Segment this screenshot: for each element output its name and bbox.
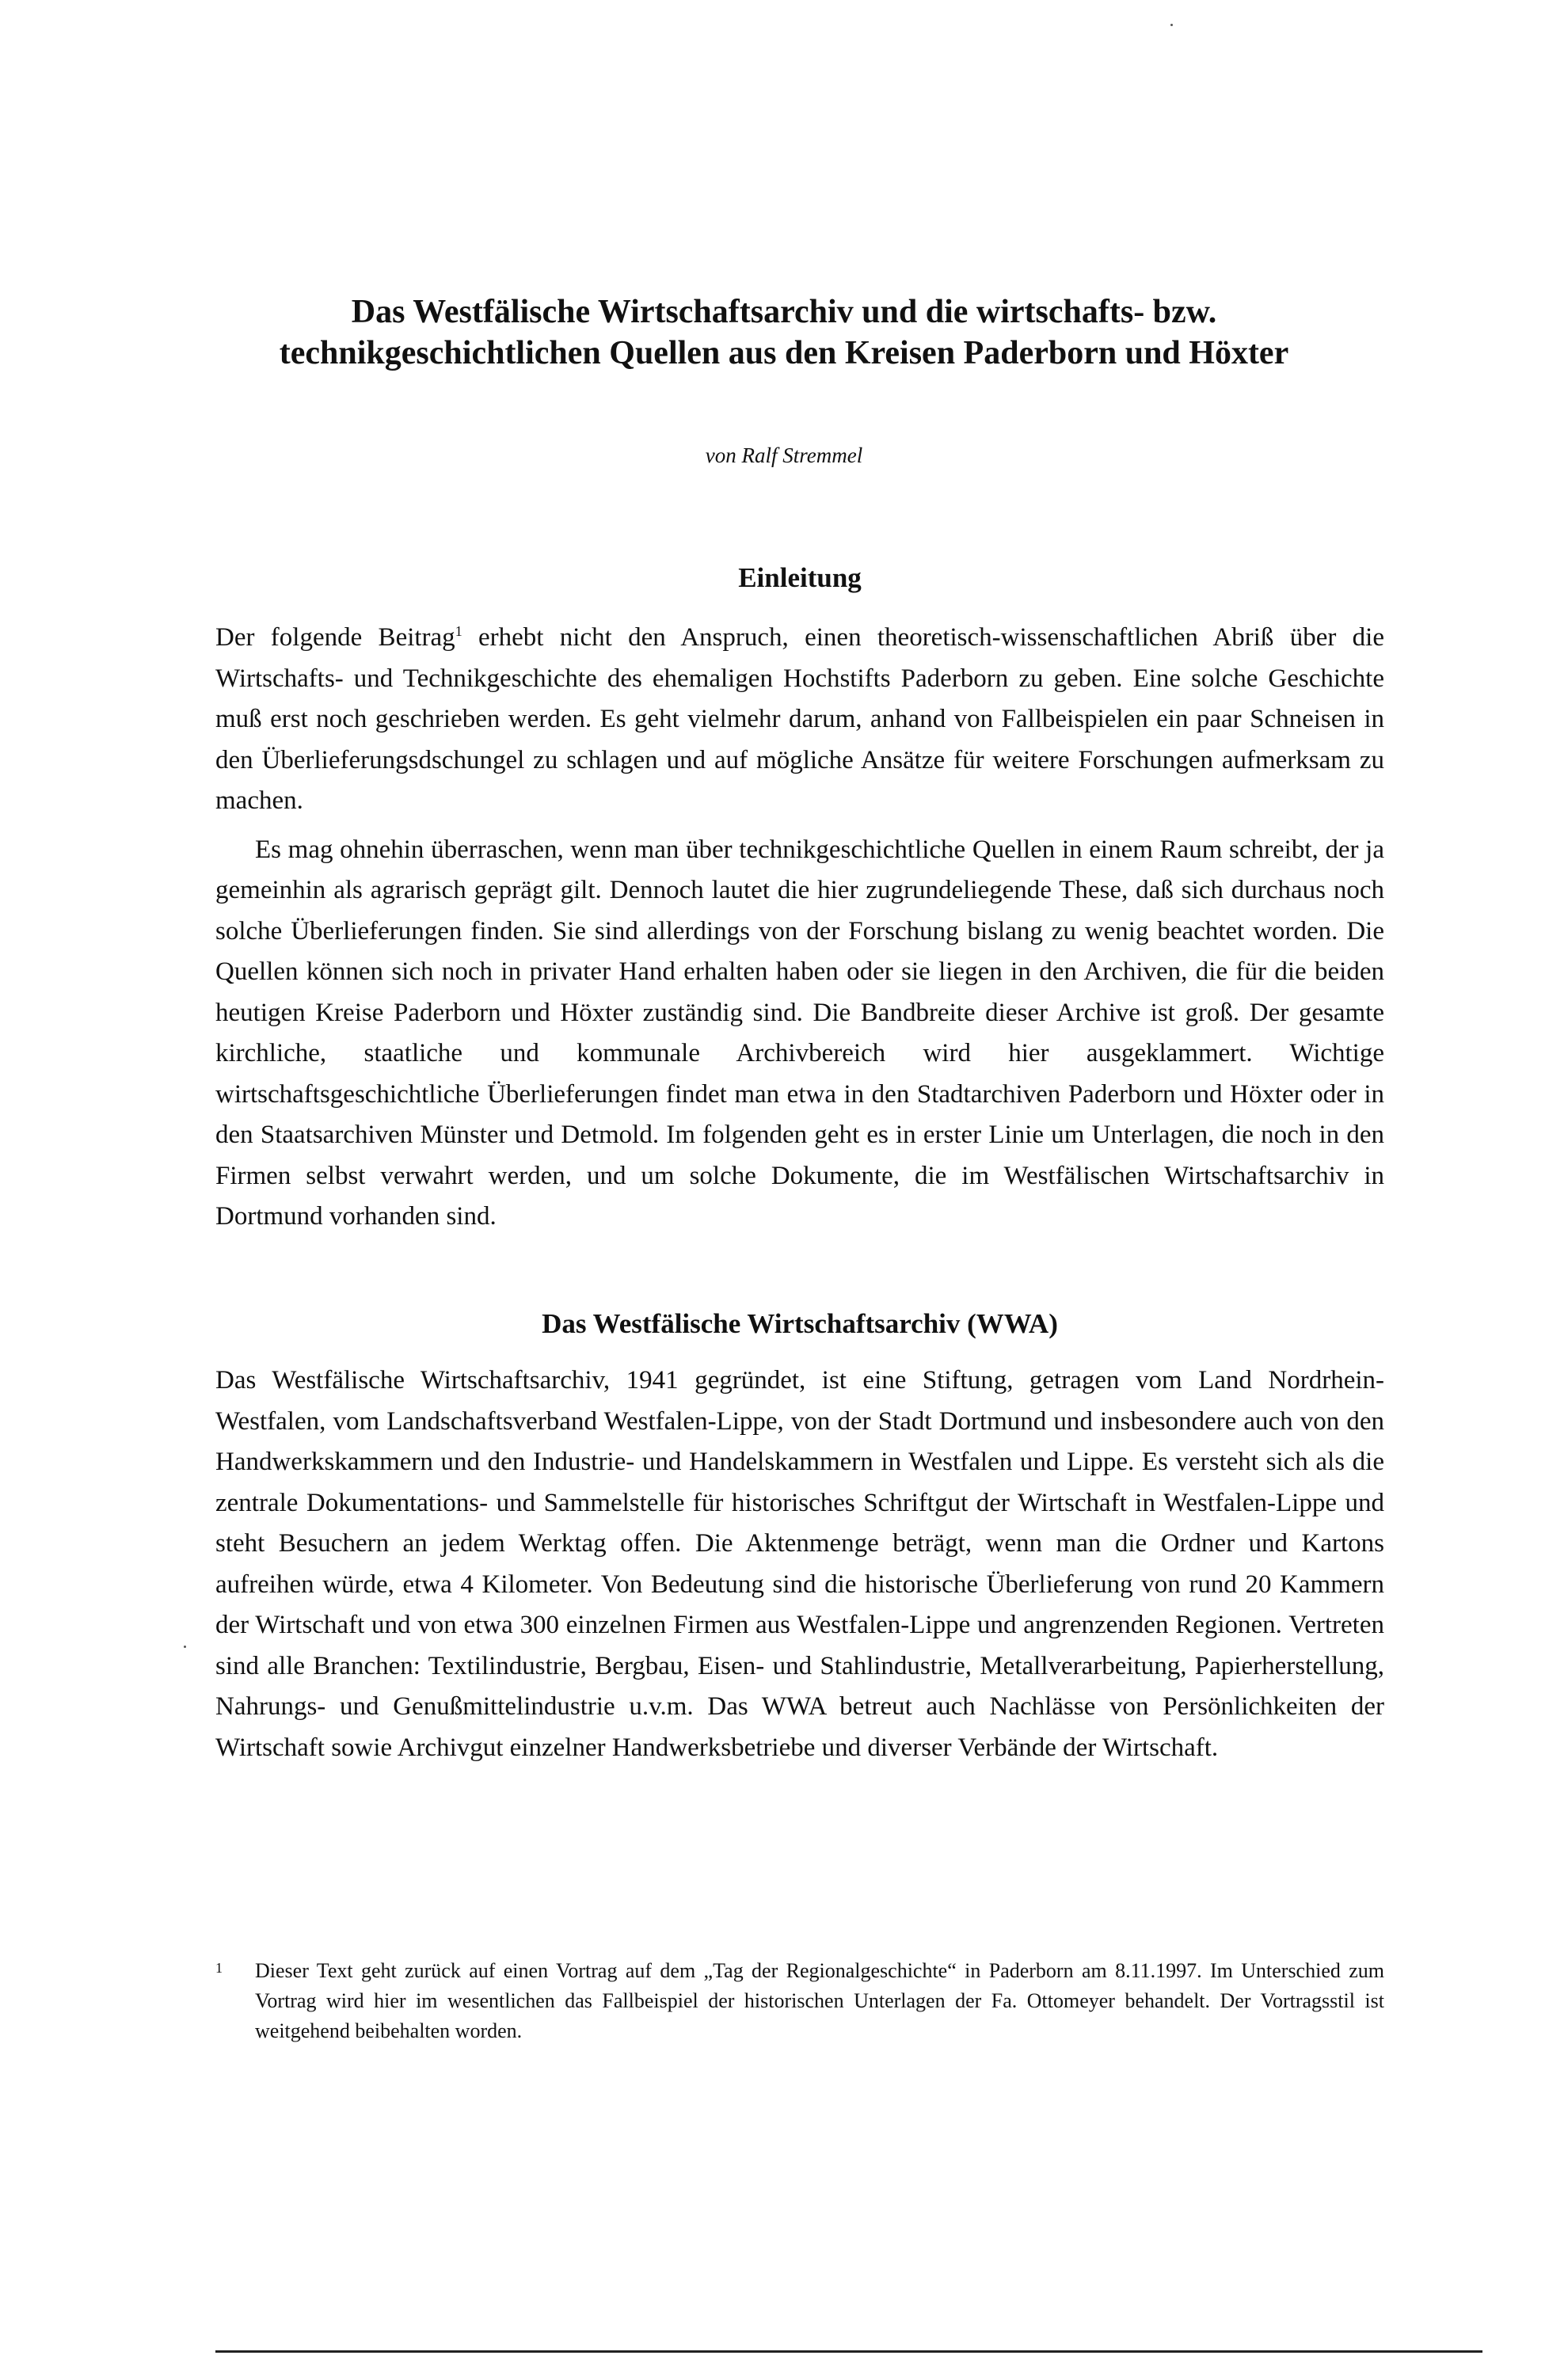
article-title: Das Westfälische Wirtschaftsarchiv und die wirtschafts- bzw. technikgeschichtlichen Quellen aus den Kreisen Paderborn und Höxter — [279, 294, 1289, 371]
paragraph-text: Der folgende Beitrag — [215, 623, 455, 652]
section-body-einleitung — [215, 618, 1384, 1238]
paragraph: Es mag ohnehin überraschen, wenn man über technikgeschichtliche Quellen in einem Raum schreibt, der ja gemeinhin als agrarisch geprägt gilt. Dennoch lautet die hier zugrundeliegende These, daß sich durchaus noch solche Überlieferungen finden. Sie sind allerdings von der Forschung bislang zu wenig beachtet worden. Die Quellen können sich noch in privater Hand erhalten haben oder sie liegen in den Archiven, die für die beiden heutigen Kreise Paderborn und Höxter zuständig sind. Die Bandbreite dieser Archive ist groß. Der gesamte kirchliche, staatliche und kommunale Archivbereich wird hier ausgeklammert. Wichtige wirtschaftsgeschichtliche Überlieferungen findet man etwa in den Stadtarchiven Paderborn und Höxter oder in den Staatsarchiven Münster und Detmold. Im folgenden geht es in erster Linie um Unterlagen, die noch in den Firmen selbst verwahrt werden, und um solche Dokumente, die im Westfälischen Wirtschaftsarchiv in Dortmund vorhanden sind. — [215, 835, 1384, 1231]
footnote-text: Dieser Text geht zurück auf einen Vortrag auf dem „Tag der Regionalgeschichte“ in Paderborn am 8.11.1997. Im Unterschied zum Vortrag wird hier im wesentlichen das Fallbeispiel der historischen Unterlagen der Fa. Ottomeyer behandelt. Der Vortragsstil ist weitgehend beibehalten worden. — [255, 1959, 1384, 2042]
paragraph: Das Westfälische Wirtschaftsarchiv, 1941 gegründet, ist eine Stiftung, getragen vom Land Nordrhein-Westfalen, vom Landschaftsverband Westfalen-Lippe, von der Stadt Dortmund und insbesondere auch von den Handwerkskammern und den Industrie- und Handelskammern in Westfalen und Lippe. Es versteht sich als die zentrale Dokumentations- und Sammelstelle für historisches Schriftgut der Wirtschaft in Westfalen-Lippe und steht Besuchern an jedem Werktag offen. Die Aktenmenge beträgt, wenn man die Ordner und Kartons aufreihen würde, etwa 4 Kilometer. Von Bedeutung sind die historische Überlieferung von rund 20 Kammern der Wirtschaft und von etwa 300 einzelnen Firmen aus Westfalen-Lippe und angrenzenden Regionen. Vertreten sind alle Branchen: Textilindustrie, Bergbau, Eisen- und Stahlindustrie, Metallverarbeitung, Papierherstellung, Nahrungs- und Genußmittelindustrie u.v.m. Das WWA betreut auch Nachlässe von Persönlichkeiten der Wirtschaft sowie Archivgut einzelner Handwerksbetriebe und diverser Verbände der Wirtschaft. — [215, 1366, 1384, 1762]
footnote-reference[interactable]: 1 — [455, 623, 462, 639]
section-heading-wwa: Das Westfälische Wirtschaftsarchiv (WWA) — [542, 1308, 1058, 1339]
footnote-mark: 1 — [215, 1960, 223, 1976]
paragraph-text: erhebt nicht den Anspruch, einen theoretisch-wissenschaftlichen Abriß über die Wirtschafts- und Technikgeschichte des ehemaligen Hochstifts Paderborn zu geben. Eine solche Geschichte muß erst noch geschrieben werden. Es geht vielmehr darum, anhand von Fallbeispielen ein paar Schneisen in den Überlieferungsdschungel zu schlagen und auf mögliche Ansätze für weitere Forschungen aufmerksam zu machen. — [215, 623, 1384, 815]
section-heading-einleitung: Einleitung — [738, 562, 862, 593]
footnote — [215, 1956, 1384, 2046]
section-body-wwa — [215, 1360, 1384, 1768]
article-author: von Ralf Stremmel — [705, 443, 863, 467]
paragraph — [215, 618, 1384, 822]
scan-speck — [184, 1646, 186, 1648]
scan-speck — [1170, 24, 1173, 26]
page-bottom-rule — [215, 2350, 1482, 2353]
